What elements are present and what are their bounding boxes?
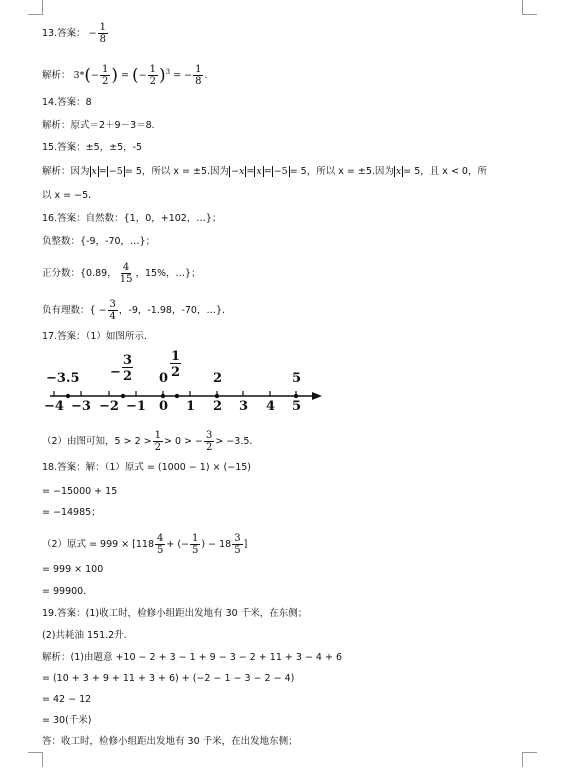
answer-15-explanation: 解析：因为 x = −5 = 5，所以 x = ±5.因为 −x = x = −5 = 5，所以 x = ±5.因为 x = 5，且 x < 0，所 xyxy=(42,166,487,177)
tick-label: 4 xyxy=(266,399,276,414)
point-label: 0 xyxy=(159,371,169,386)
fraction: $\frac{1}{8}$ xyxy=(195,64,202,87)
tick-label: −1 xyxy=(126,399,146,414)
page-corner-mark xyxy=(28,752,43,767)
point-label: − xyxy=(110,365,121,380)
fraction: $\frac{1}{2}$ xyxy=(101,64,109,87)
fraction: $\frac{4}{15}$ xyxy=(119,262,133,285)
page-corner-mark xyxy=(28,0,43,15)
answer-18-step: = −15000 + 15 xyxy=(42,486,118,497)
point-label: 5 xyxy=(292,371,302,386)
answer-18-line: 18.答案：解：（1）原式 = (1000 − 1) × (−15) xyxy=(42,462,251,473)
tick-label: 2 xyxy=(213,399,223,414)
answer-19-step: = 30(千米) xyxy=(42,715,92,726)
page-corner-mark xyxy=(522,0,537,15)
answer-19-part2: (2)共耗油 151.2升. xyxy=(42,630,127,641)
fraction: $\frac{1}{2}$ xyxy=(154,430,161,453)
answer-18-step: = −14985； xyxy=(42,507,101,518)
answer-16-negative-integers: 负整数：{-9，-70，…}； xyxy=(42,236,156,247)
answer-13-line: 13.答案： − $\frac{1}{8}$ xyxy=(42,22,106,45)
answer-18-step: = 999 × 100 xyxy=(42,564,104,575)
fraction: $\frac{3}{4}$ xyxy=(109,299,116,322)
fraction: $\frac{1}{8}$ xyxy=(99,22,106,45)
answer-15-explanation-cont: 以 x = −5． xyxy=(42,190,98,201)
answer-16-line: 16.答案：自然数：{1，0，+102，…}； xyxy=(42,213,222,224)
fraction: $\frac{3}{2}$ xyxy=(205,430,213,453)
answer-19-step: = 42 − 12 xyxy=(42,694,92,705)
answer-15-line: 15.答案：±5，±5，-5 xyxy=(42,142,143,153)
fraction: $\frac{1}{2}$ xyxy=(149,64,156,87)
answer-18-part2: （2）原式 = 999 × [118 $\frac{4}{5}$ + (− $\frac{1}{5}$ ) − 18 $\frac{3}{5}$ ] xyxy=(42,533,248,556)
point-label: −3.5 xyxy=(46,371,80,386)
answer-17-part2: （2）由图可知，5 > 2 > $\frac{1}{2}$ > 0 > − $\frac{3}{2}$ > −3.5． xyxy=(42,430,259,453)
fraction: $\frac{4}{5}$ xyxy=(157,533,164,556)
point-label: 2 xyxy=(213,371,223,386)
tick-label: 3 xyxy=(239,399,249,414)
tick-label: −2 xyxy=(99,399,119,414)
page-corner-mark xyxy=(522,752,537,767)
answer-19-explanation: 解析：(1)由题意 +10 − 2 + 3 − 1 + 9 − 3 − 2 + 11 + 3 − 4 + 6 xyxy=(42,652,343,663)
answer-14-line: 14.答案：8 xyxy=(42,97,92,108)
tick-label: −3 xyxy=(71,399,91,414)
answer-19-conclusion: 答：收工时，检修小组距出发地有 30 千米，在出发地东侧； xyxy=(42,736,298,747)
fraction: $\frac{1}{5}$ xyxy=(192,533,199,556)
tick-label: 0 xyxy=(159,399,169,414)
tick-label: 5 xyxy=(292,399,302,414)
point-label: 2 xyxy=(123,369,133,384)
number-line-figure xyxy=(30,342,330,420)
answer-13-explanation: 解析： 3*(− $\frac{1}{2}$ ) = (− $\frac{1}{2}$ )$^3$ = − $\frac{1}{8}$ . xyxy=(42,64,208,87)
point-label: 3 xyxy=(123,353,133,368)
answer-14-explanation: 解析：原式＝2＋9－3＝8． xyxy=(42,120,162,131)
answer-16-positive-fractions: 正分数：{0.89， $\frac{4}{15}$ ，15%，…}； xyxy=(42,262,201,285)
fraction: $\frac{3}{5}$ xyxy=(234,533,241,556)
answer-19-line: 19.答案：(1)收工时，检修小组距出发地有 30 千米，在东侧； xyxy=(42,608,308,619)
answer-19-step: = (10 + 3 + 9 + 11 + 3 + 6) + (−2 − 1 − 3 − 2 − 4) xyxy=(42,673,295,684)
point-label: 1 xyxy=(171,349,181,364)
answer-18-step: = 99900． xyxy=(42,586,93,597)
tick-label: 1 xyxy=(186,399,196,414)
answer-16-negative-rationals: 负有理数：{ − $\frac{3}{4}$ ，-9，-1.98，-70，…}. xyxy=(42,299,226,322)
tick-label: −4 xyxy=(44,399,64,414)
answer-13-label: 13.答案： xyxy=(42,28,86,39)
answer-17-line: 17.答案：（1）如图所示. xyxy=(42,331,147,342)
point-label: 2 xyxy=(171,365,181,380)
